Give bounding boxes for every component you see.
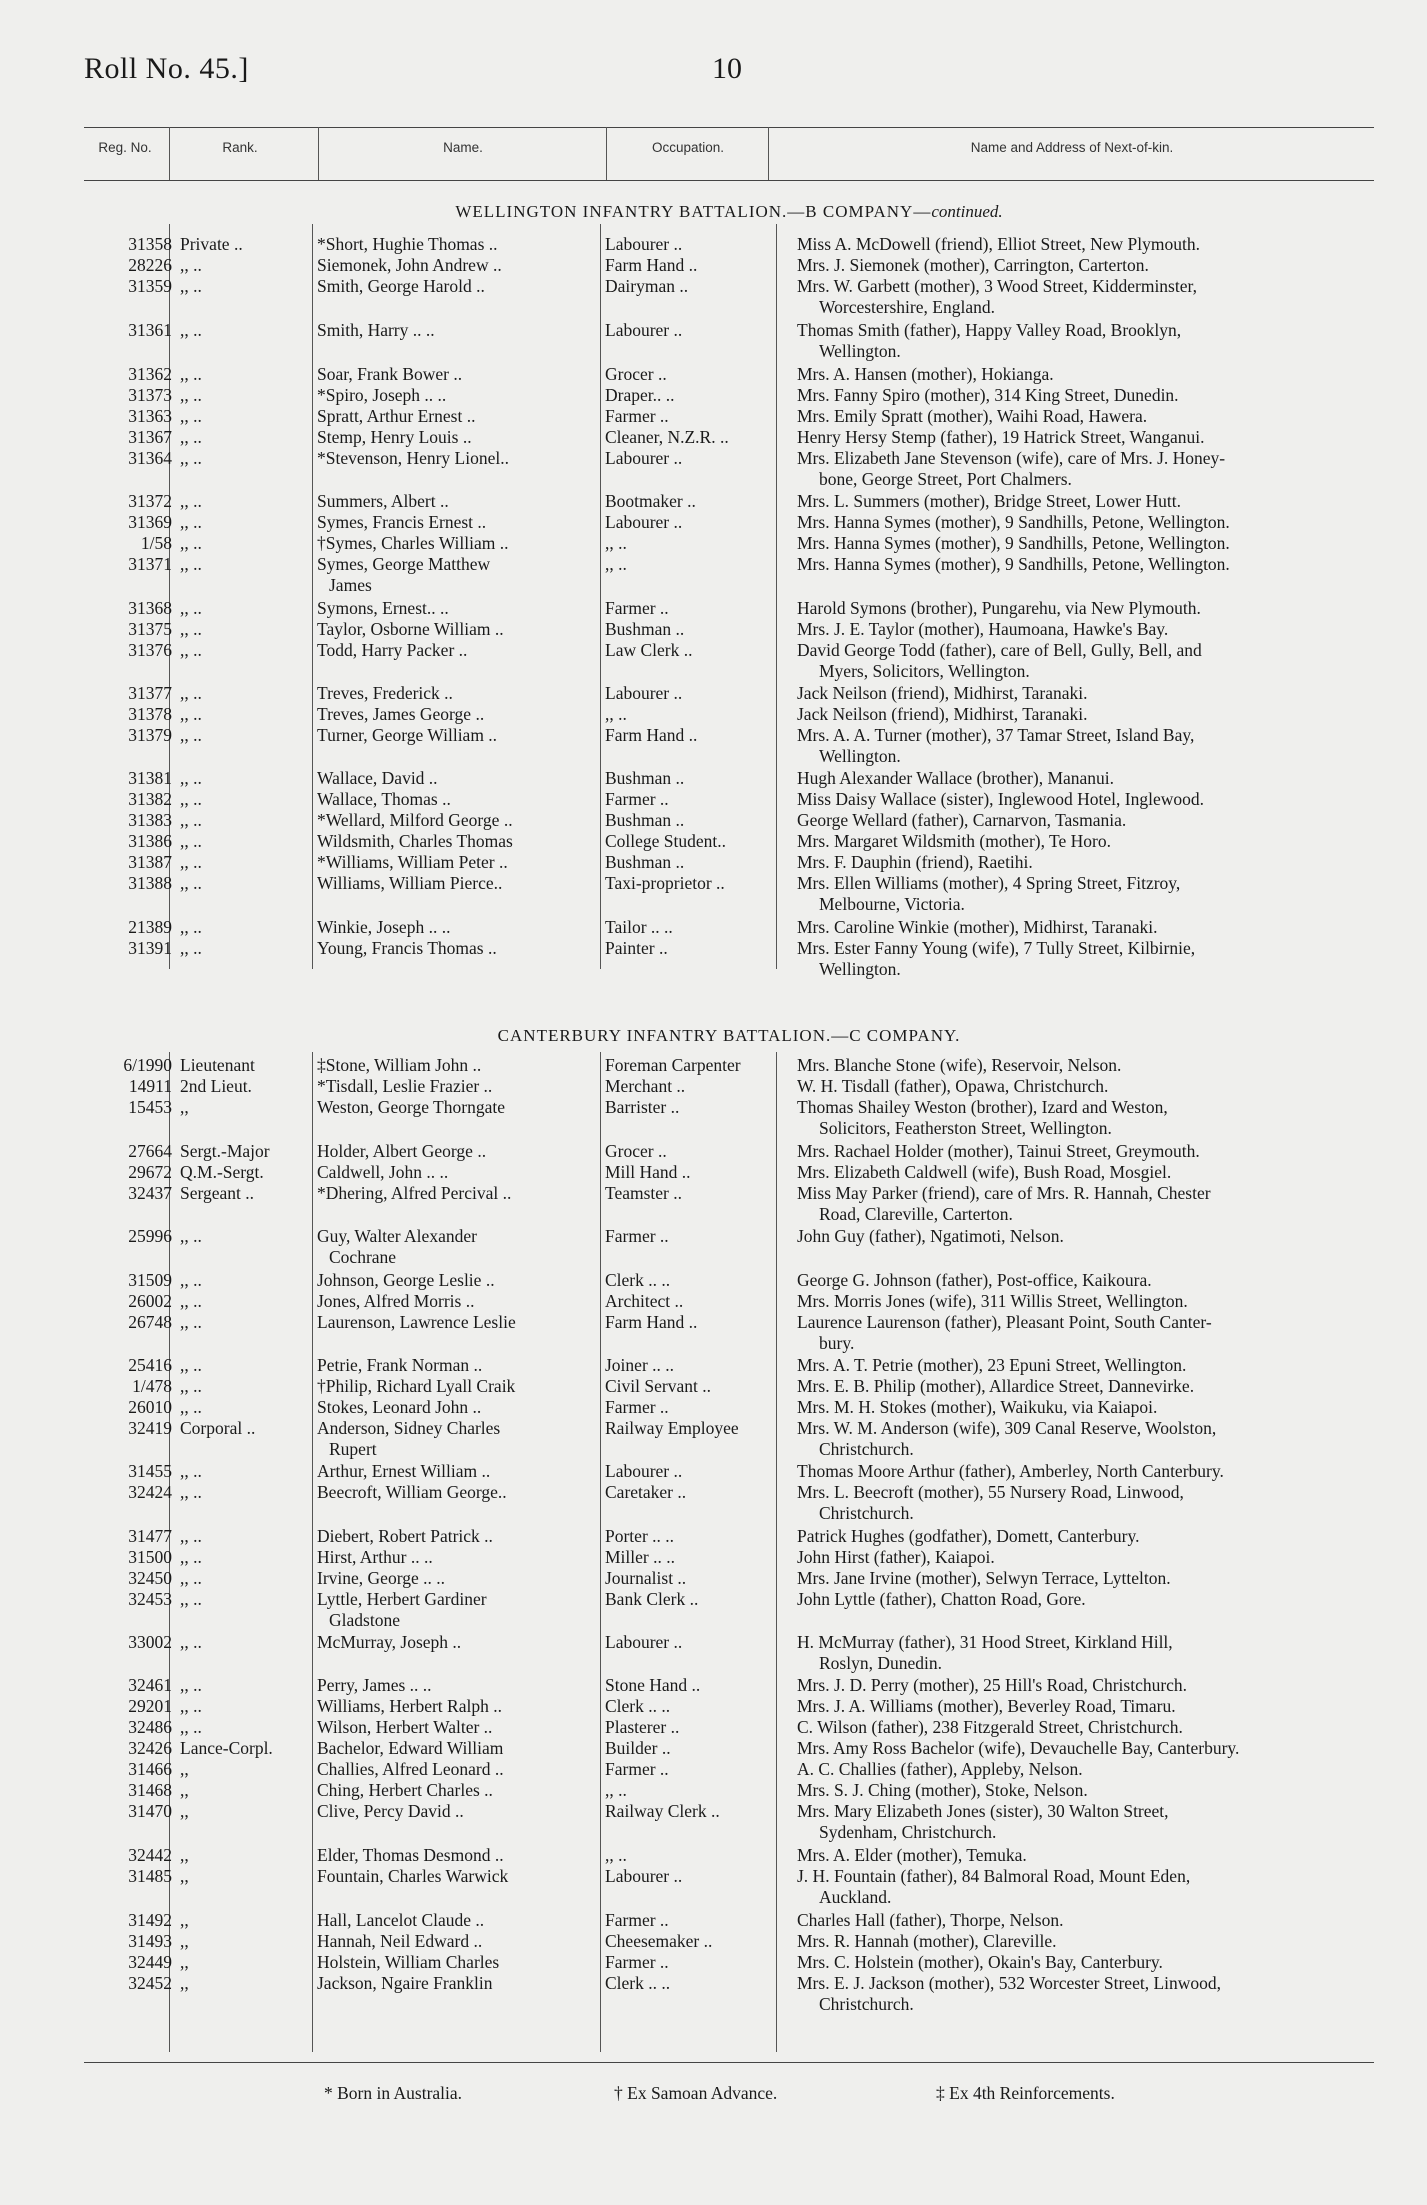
- column-header-next-of-kin: Name and Address of Next-of-kin.: [970, 140, 1174, 155]
- footnote-born-in-australia: * Born in Australia.: [324, 2083, 463, 2103]
- header-divider: [606, 127, 607, 180]
- footnote-ex-samoan-advance: † Ex Samoan Advance.: [614, 2083, 778, 2103]
- column-header-name: Name.: [443, 140, 483, 155]
- header-divider: [768, 127, 769, 180]
- column-header-rank: Rank.: [222, 140, 258, 155]
- header-divider: [318, 127, 319, 180]
- footnote-ex-4th-reinforcements: ‡ Ex 4th Reinforcements.: [936, 2083, 1115, 2103]
- column-header-occupation: Occupation.: [651, 140, 725, 155]
- header-top-rule: [84, 127, 1374, 128]
- section-title-wellington: WELLINGTON INFANTRY BATTALION.—B COMPANY—continued.: [455, 202, 1003, 221]
- footnote-rule: [84, 2062, 1374, 2063]
- header-bottom-rule: [84, 180, 1374, 181]
- header-divider: [169, 127, 170, 180]
- roll-number: Roll No. 45.]: [84, 52, 249, 85]
- section-title-canterbury: CANTERBURY INFANTRY BATTALION.—C COMPANY.: [497, 1026, 961, 1045]
- column-header-reg: Reg. No.: [98, 140, 152, 155]
- page-number: 10: [712, 52, 742, 85]
- page-header: [84, 52, 1374, 92]
